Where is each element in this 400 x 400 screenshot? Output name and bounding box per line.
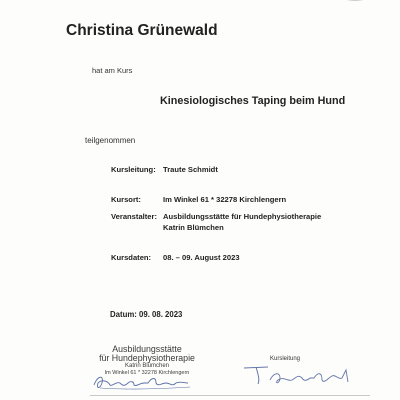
organizer-label: Veranstalter: xyxy=(111,212,158,221)
course-title: Kinesiologisches Taping beim Hund xyxy=(160,95,346,107)
dates-value: 08. – 09. August 2023 xyxy=(163,253,240,262)
footer-divider xyxy=(90,395,370,396)
organizer-signature xyxy=(90,371,200,393)
location-value: Im Winkel 61 * 32278 Kirchlengern xyxy=(163,195,287,204)
organizer-line1: Ausbildungsstätte für Hundephysiotherapie xyxy=(163,212,322,221)
course-leader-label: Kursleitung xyxy=(270,356,301,362)
leader-label: Kursleitung: xyxy=(111,165,156,174)
stamp-line2: für Hundephysiotherapie xyxy=(99,353,195,363)
issue-date: Datum: 09. 08. 2023 xyxy=(110,310,183,319)
stamp-line4: Im Winkel 61 * 32278 Kirchlengern xyxy=(104,370,190,376)
participated-text: teilgenommen xyxy=(85,136,136,145)
stamp-line3: Katrin Blümchen xyxy=(124,363,170,369)
course-leader-signature xyxy=(240,362,360,388)
seal-arc xyxy=(300,0,400,10)
dates-label: Kursdaten: xyxy=(111,253,152,262)
location-label: Kursort: xyxy=(111,195,141,204)
intro-text: hat am Kurs xyxy=(92,66,133,75)
leader-value: Traute Schmidt xyxy=(163,165,218,174)
organizer-line2: Katrin Blümchen xyxy=(163,223,224,232)
stamp-line1: Ausbildungsstätte xyxy=(112,344,182,354)
participant-name: Christina Grünewald xyxy=(66,22,218,39)
